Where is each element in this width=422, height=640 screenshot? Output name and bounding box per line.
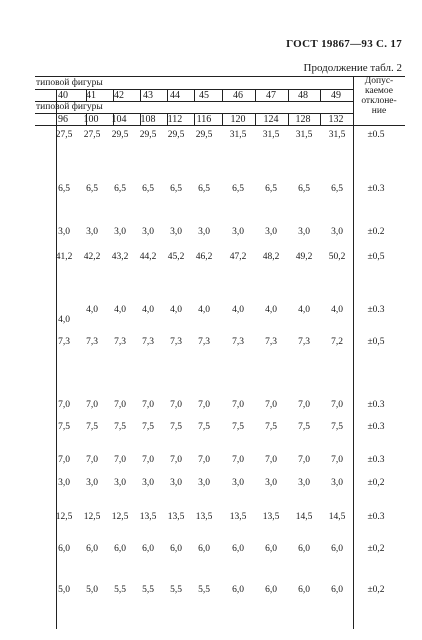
column-header: 43 [143,90,153,101]
column-header: 132 [328,114,344,125]
table-cell: 7,3 [298,337,310,347]
table-cell: 7,0 [198,400,210,410]
table-top-border [35,76,405,77]
table-cell: 6,0 [142,544,154,554]
table-cell: 49,2 [295,252,313,262]
table-cell: 4,0 [114,305,126,315]
table-cell: 6,0 [58,544,70,554]
table-cell: 7,0 [170,400,182,410]
table-cell: 7,0 [298,400,310,410]
table-cell: 3,0 [142,478,154,488]
table-cell: 5,5 [170,585,182,595]
table-cell: 3,0 [114,227,126,237]
table-cell: 7,0 [265,400,277,410]
table-cell: 7,5 [58,422,70,432]
table-cell: 6,5 [114,184,126,194]
table-cell: 7,3 [58,337,70,347]
table-cell: 7,0 [58,400,70,410]
column-header: 100 [83,114,99,125]
table-cell: 6,0 [86,544,98,554]
table-cell: 3,0 [198,478,210,488]
table-cell: 3,0 [198,227,210,237]
table-cell: 7,3 [232,337,244,347]
table-cell: 4,0 [265,305,277,315]
table-cell: 13,5 [229,512,247,522]
table-cell: 7,5 [142,422,154,432]
column-header: 96 [58,114,68,125]
tolerance-cell: ±0.3 [367,512,385,522]
table-cell: 6,5 [86,184,98,194]
tolerance-header-line-2: каемое [365,86,393,96]
column-header: 124 [263,114,279,125]
table-cell: 3,0 [265,478,277,488]
column-header: 46 [233,90,243,101]
table-cell: 6,0 [265,544,277,554]
table-cell: 7,0 [232,455,244,465]
table-cell: 12,5 [111,512,129,522]
table-cell: 3,0 [331,227,343,237]
table-cell: 31,5 [328,130,346,140]
table-cell: 7,0 [142,400,154,410]
table-cell: 31,5 [262,130,280,140]
header-bottom-border [35,125,405,126]
table-cell: 6,0 [232,585,244,595]
table-cell: 4,0 [86,305,98,315]
table-cell: 5,5 [142,585,154,595]
table-cell: 3,0 [170,227,182,237]
table-cell: 4,0 [58,315,70,325]
table-cell: 7,2 [331,337,343,347]
table-cell: 3,0 [170,478,182,488]
table-cell: 4,0 [170,305,182,315]
tolerance-cell: ±0,2 [367,478,385,488]
table-cell: 3,0 [331,478,343,488]
table-cell: 7,3 [198,337,210,347]
table-cell: 50,2 [328,252,346,262]
tolerance-header-line-3: отклоне- [361,96,397,106]
table-cell: 13,5 [139,512,157,522]
table-cell: 6,5 [232,184,244,194]
table-cell: 6,5 [58,184,70,194]
table-cell: 7,0 [114,400,126,410]
column-header: 41 [86,90,96,101]
tolerance-cell: ±0.5 [367,130,385,140]
column-header: 44 [170,90,180,101]
table-cell: 4,0 [232,305,244,315]
table-cell: 47,2 [229,252,247,262]
tolerance-header [355,76,403,116]
table-cell: 3,0 [298,227,310,237]
table-cell: 7,0 [232,400,244,410]
table-cell: 12,5 [55,512,73,522]
table-cell: 6,5 [198,184,210,194]
column-header: 47 [266,90,276,101]
table-cell: 6,0 [331,544,343,554]
table-cell: 7,0 [142,455,154,465]
column-header: 108 [140,114,156,125]
table-cell: 3,0 [86,227,98,237]
table-cell: 5,5 [198,585,210,595]
group-label-bottom: типовой фигуры [36,102,103,112]
table-cell: 44,2 [139,252,157,262]
table-cell: 7,5 [198,422,210,432]
table-cell: 13,5 [167,512,185,522]
table-cell: 6,5 [265,184,277,194]
tolerance-cell: ±0,2 [367,585,385,595]
table-cell: 3,0 [58,478,70,488]
table-cell: 7,5 [114,422,126,432]
table-cell: 41,2 [55,252,73,262]
table-cell: 3,0 [298,478,310,488]
table-cell: 7,0 [86,400,98,410]
table-cell: 27,5 [55,130,73,140]
table-cell: 43,2 [111,252,129,262]
table-cell: 7,5 [331,422,343,432]
table-cell: 3,0 [232,227,244,237]
table-cell: 7,3 [265,337,277,347]
table-cell: 6,5 [142,184,154,194]
table-cell: 6,0 [298,585,310,595]
table-cell: 7,5 [232,422,244,432]
table-cell: 6,5 [298,184,310,194]
table-cell: 4,0 [142,305,154,315]
table-cell: 3,0 [265,227,277,237]
table-cell: 14,5 [328,512,346,522]
table-cell: 6,0 [170,544,182,554]
table-cell: 3,0 [232,478,244,488]
table-cell: 13,5 [195,512,213,522]
tolerance-header-line-1: Допус- [364,76,394,86]
table-cell: 7,0 [331,400,343,410]
table-cell: 3,0 [86,478,98,488]
table-cell: 6,0 [265,585,277,595]
table-cell: 14,5 [295,512,313,522]
table-cell: 31,5 [295,130,313,140]
table-cell: 7,3 [86,337,98,347]
table-cell: 4,0 [198,305,210,315]
table-cell: 7,0 [331,455,343,465]
table-cell: 6,5 [331,184,343,194]
tolerance-cell: ±0.3 [367,184,385,194]
table-cell: 7,0 [58,455,70,465]
column-header: 40 [58,90,68,101]
table-cell: 6,0 [114,544,126,554]
tolerance-cell: ±0.3 [367,455,385,465]
table-cell: 31,5 [229,130,247,140]
table-cell: 6,5 [170,184,182,194]
tolerance-cell: ±0,2 [367,544,385,554]
table-cell: 7,0 [198,455,210,465]
table-cell: 3,0 [114,478,126,488]
table-cell: 3,0 [142,227,154,237]
table-cell: 6,0 [298,544,310,554]
table-cell: 7,5 [265,422,277,432]
table-cell: 7,5 [170,422,182,432]
column-header: 104 [111,114,127,125]
table-cell: 13,5 [262,512,280,522]
table-continuation-label: Продолжение табл. 2 [303,62,402,74]
table-cell: 46,2 [195,252,213,262]
table-cell: 6,0 [232,544,244,554]
column-header: 116 [196,114,212,125]
table-cell: 7,0 [170,455,182,465]
document-reference: ГОСТ 19867—93 С. 17 [286,38,402,50]
tolerance-cell: ±0.3 [367,422,385,432]
column-header: 48 [298,90,308,101]
table-cell: 7,3 [114,337,126,347]
table-cell: 4,0 [298,305,310,315]
column-header: 45 [199,90,209,101]
table-cell: 7,0 [114,455,126,465]
column-header: 128 [295,114,311,125]
table-cell: 7,5 [298,422,310,432]
column-header: 120 [230,114,246,125]
column-header: 42 [114,90,124,101]
table-cell: 7,5 [86,422,98,432]
table-cell: 7,0 [298,455,310,465]
table-cell: 7,0 [86,455,98,465]
column-header: 49 [331,90,341,101]
table-cell: 29,5 [139,130,157,140]
table-cell: 7,3 [170,337,182,347]
table-cell: 12,5 [83,512,101,522]
column-header: 112 [167,114,183,125]
table-cell: 45,2 [167,252,185,262]
table-cell: 29,5 [195,130,213,140]
table-cell: 29,5 [167,130,185,140]
table-cell: 5,0 [86,585,98,595]
table-cell: 29,5 [111,130,129,140]
table-cell: 4,0 [331,305,343,315]
tolerance-cell: ±0.3 [367,400,385,410]
table-cell: 42,2 [83,252,101,262]
table-cell: 5,0 [58,585,70,595]
table-cell: 6,0 [198,544,210,554]
tolerance-cell: ±0,5 [367,252,385,262]
tolerance-cell: ±0,5 [367,337,385,347]
table-cell: 48,2 [262,252,280,262]
table-cell: 27,5 [83,130,101,140]
tolerance-header-line-4: ние [371,106,387,116]
table-cell: 7,3 [142,337,154,347]
table-cell: 6,0 [331,585,343,595]
table-cell: 3,0 [58,227,70,237]
group-label-top: типовой фигуры [36,78,103,88]
tolerance-cell: ±0.2 [367,227,385,237]
tolerance-cell: ±0.3 [367,305,385,315]
table-cell: 5,5 [114,585,126,595]
table-cell: 7,0 [265,455,277,465]
